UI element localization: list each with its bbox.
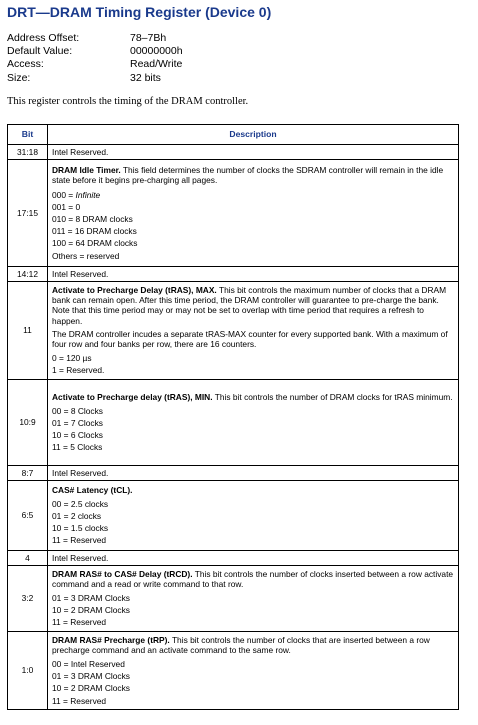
table-row xyxy=(8,565,459,631)
attr-value: Read/Write xyxy=(130,58,183,71)
intro-paragraph: This register controls the timing of the DRAM controller. xyxy=(7,96,249,107)
field-name: Activate to Precharge Delay (tRAS), MAX. xyxy=(52,285,217,295)
description-cell xyxy=(48,282,459,380)
attr-value: 00000000h xyxy=(130,45,183,58)
bit-range-cell: 4 xyxy=(8,550,48,565)
table-body xyxy=(8,145,459,710)
field-value-option: 01 = 2 clocks xyxy=(52,511,102,522)
field-value-option: 1 = Reserved. xyxy=(52,365,105,376)
field-value-option: 11 = 5 Clocks xyxy=(52,442,103,453)
field-value-option: 01 = 3 DRAM Clocks xyxy=(52,671,130,682)
field-description: Intel Reserved. xyxy=(52,552,109,563)
table-row xyxy=(8,465,459,480)
bit-range-cell: 31:18 xyxy=(8,145,48,160)
attr-value: 32 bits xyxy=(130,71,161,84)
field-name: DRAM RAS# Precharge (tRP). xyxy=(52,634,170,645)
field-description: This field determines the number of clocks the SDRAM controller will remain in the idle state before it begins pre-charging all pages. xyxy=(52,165,444,186)
field-name: Activate to Precharge delay (tRAS), MIN. xyxy=(52,391,213,402)
field-description: This bit controls the number of DRAM clocks for tRAS minimum. xyxy=(214,391,453,402)
bit-range-cell: 3:2 xyxy=(8,565,48,631)
field-description: This bit controls the number of clocks that are inserted between a row precharge command and an activate command to the same row. xyxy=(52,634,430,655)
bit-range-cell: 14:12 xyxy=(8,267,48,282)
register-bit-table xyxy=(7,124,459,710)
table-header-row xyxy=(8,125,459,145)
register-title: DRT—DRAM Timing Register (Device 0) xyxy=(7,4,272,20)
table-row xyxy=(8,145,459,160)
description-cell xyxy=(48,379,459,465)
bit-range-cell: 8:7 xyxy=(8,465,48,480)
field-value-option: 011 = 16 DRAM clocks xyxy=(52,226,137,237)
field-description: Intel Reserved. xyxy=(52,268,109,279)
description-paragraph xyxy=(52,485,454,495)
field-value-option: 11 = Reserved xyxy=(52,617,107,628)
field-value-option: 10 = 2 DRAM Clocks xyxy=(52,683,130,694)
field-value-option: 01 = 3 DRAM Clocks xyxy=(52,593,130,604)
table-row xyxy=(8,480,459,550)
header-description: Description xyxy=(48,125,459,145)
description-cell xyxy=(48,145,459,160)
bit-range-cell: 1:0 xyxy=(8,631,48,709)
table-row xyxy=(8,160,459,267)
description-paragraph xyxy=(52,635,454,655)
field-value-option: 01 = 7 Clocks xyxy=(52,418,103,429)
field-value-option: 00 = 8 Clocks xyxy=(52,405,103,416)
field-description: Intel Reserved. xyxy=(52,467,109,478)
bit-range-cell: 10:9 xyxy=(8,379,48,465)
bit-range-cell: 17:15 xyxy=(8,160,48,267)
field-value-option: Others = reserved xyxy=(52,250,120,261)
bit-range-cell: 11 xyxy=(8,282,48,380)
field-name: CAS# Latency (tCL). xyxy=(52,484,133,495)
field-value-option: 001 = 0 xyxy=(52,201,81,212)
attr-value: 78–7Bh xyxy=(130,32,167,44)
bit-range-cell: 6:5 xyxy=(8,480,48,550)
description-paragraph xyxy=(52,569,454,589)
description-paragraph xyxy=(52,165,454,185)
field-value-option: 00 = Intel Reserved xyxy=(52,659,125,670)
description-paragraph xyxy=(52,147,454,157)
field-value-option: 000 = Infinite xyxy=(52,189,101,200)
attr-key: Address Offset: xyxy=(7,32,80,44)
field-value-option: 10 = 6 Clocks xyxy=(52,430,103,441)
description-paragraph xyxy=(52,468,454,478)
table-row xyxy=(8,550,459,565)
table-row xyxy=(8,631,459,709)
description-cell xyxy=(48,160,459,267)
field-description: This bit controls the number of clocks inserted between a row activate command and a read or write command to that row. xyxy=(52,568,454,589)
description-cell xyxy=(48,631,459,709)
attr-key: Default Value: xyxy=(7,45,73,58)
field-value-option: 00 = 2.5 clocks xyxy=(52,498,109,509)
field-value-option: 11 = Reserved xyxy=(52,535,107,546)
field-value-option: 11 = Reserved xyxy=(52,695,107,706)
table-row xyxy=(8,267,459,282)
table-row xyxy=(8,282,459,380)
field-value-option: 10 = 2 DRAM Clocks xyxy=(52,605,130,616)
field-name: DRAM Idle Timer. xyxy=(52,165,121,176)
field-description: Intel Reserved. xyxy=(52,146,109,157)
header-bit: Bit xyxy=(8,125,48,145)
description-cell xyxy=(48,480,459,550)
table-row xyxy=(8,379,459,465)
attr-key: Access: xyxy=(7,58,44,71)
field-value-option: 10 = 1.5 clocks xyxy=(52,523,109,534)
description-paragraph xyxy=(52,285,454,326)
field-description: This bit controls the maximum number of clocks that a DRAM bank can remain open. After this time period, the DRAM controller will guarantee to pre-charge the bank. Note that this time period may or may not be set to overlap with time period that requires a refresh to happen. xyxy=(52,285,447,326)
description-paragraph xyxy=(52,269,454,279)
field-value-option: 100 = 64 DRAM clocks xyxy=(52,238,138,249)
field-value-option: 010 = 8 DRAM clocks xyxy=(52,214,133,224)
description-paragraph xyxy=(52,553,454,563)
description-cell xyxy=(48,465,459,480)
field-name: DRAM RAS# to CAS# Delay (tRCD). xyxy=(52,568,193,579)
description-cell xyxy=(48,267,459,282)
description-paragraph xyxy=(52,392,454,402)
field-description-extra: The DRAM controller incudes a separate tRAS-MAX counter for every supported bank. With a maximum of four row and four banks per row, there are 16 counters. xyxy=(52,328,448,350)
field-value-option: 0 = 120 µs xyxy=(52,353,92,364)
description-cell xyxy=(48,565,459,631)
description-cell xyxy=(48,550,459,565)
attr-key: Size: xyxy=(7,71,31,84)
